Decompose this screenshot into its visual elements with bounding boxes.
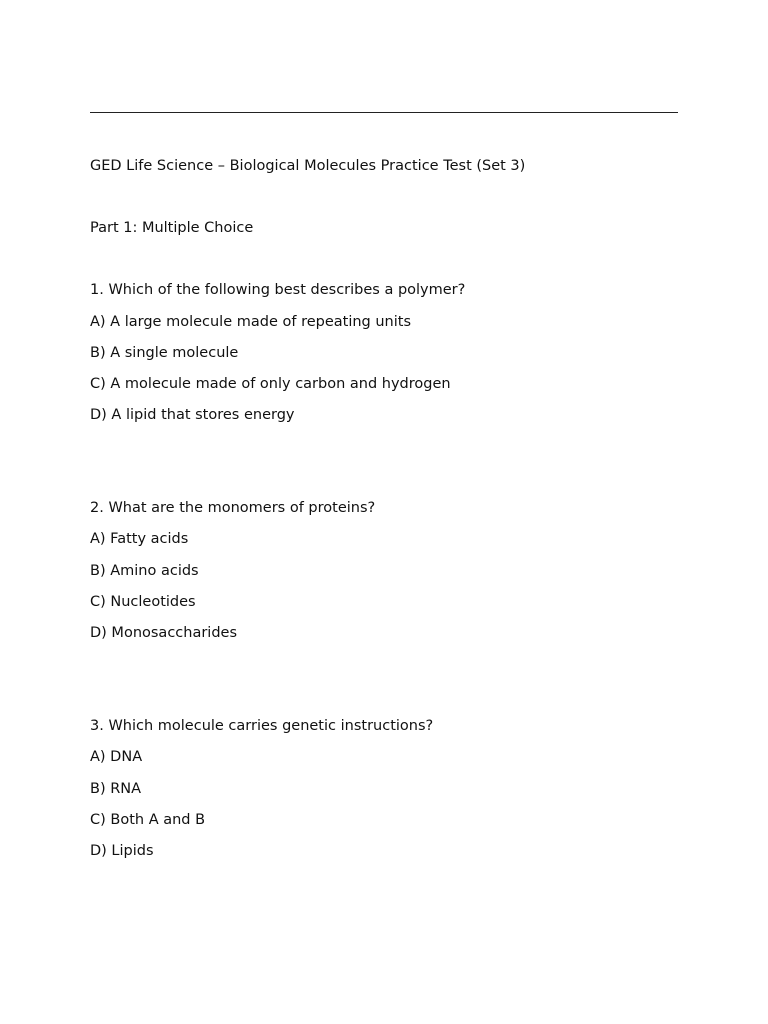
answer-option: D) Lipids <box>90 843 154 859</box>
answer-option: A) Fatty acids <box>90 531 189 547</box>
answer-option: C) Both A and B <box>90 812 206 828</box>
answer-option: D) Monosaccharides <box>90 625 238 641</box>
horizontal-rule <box>90 112 678 113</box>
answer-option: C) A molecule made of only carbon and hydrogen <box>90 376 451 392</box>
answer-option: A) A large molecule made of repeating units <box>90 314 412 330</box>
question-prompt: 3. Which molecule carries genetic instructions? <box>90 718 434 734</box>
page-title: GED Life Science – Biological Molecules Practice Test (Set 3) <box>90 158 526 174</box>
answer-option: A) DNA <box>90 749 143 765</box>
answer-option: D) A lipid that stores energy <box>90 407 295 423</box>
answer-option: B) Amino acids <box>90 563 199 579</box>
answer-option: B) RNA <box>90 781 142 797</box>
question-prompt: 2. What are the monomers of proteins? <box>90 500 376 516</box>
section-heading: Part 1: Multiple Choice <box>90 220 254 236</box>
answer-option: B) A single molecule <box>90 345 239 361</box>
question-prompt: 1. Which of the following best describes a polymer? <box>90 282 466 298</box>
answer-option: C) Nucleotides <box>90 594 196 610</box>
